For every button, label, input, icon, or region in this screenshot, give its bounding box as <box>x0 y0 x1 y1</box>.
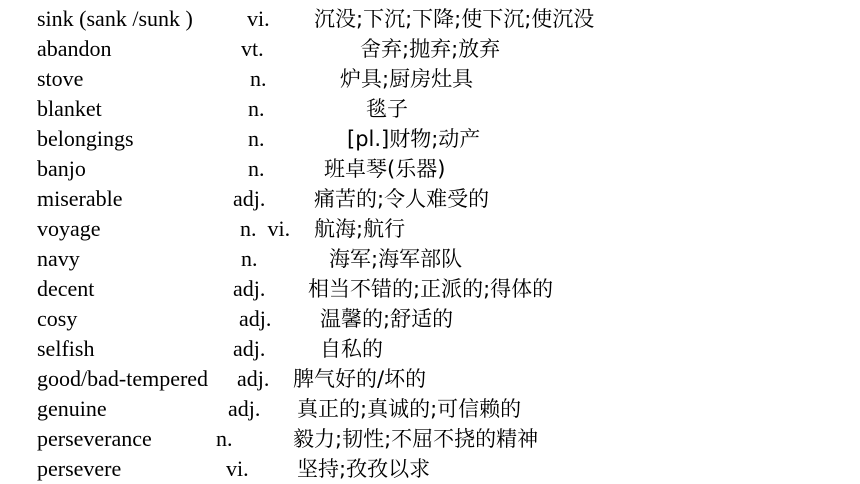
part-of-speech: adj. <box>237 366 270 391</box>
vocab-row <box>0 394 860 424</box>
vocab-word: belongings <box>37 126 134 151</box>
part-of-speech: n. <box>248 96 265 121</box>
vocab-row <box>0 364 860 394</box>
part-of-speech: n. <box>241 246 258 271</box>
part-of-speech: n. <box>248 126 265 151</box>
vocab-row <box>0 124 860 154</box>
vocab-word: persevere <box>37 456 122 481</box>
vocab-word: navy <box>37 246 80 271</box>
vocab-meaning: 海军;海军部队 <box>329 247 463 271</box>
part-of-speech: n. <box>248 156 265 181</box>
vocab-meaning: 炉具;厨房灶具 <box>340 67 474 91</box>
vocab-meaning: 自私的 <box>320 337 383 361</box>
vocab-row <box>0 454 860 484</box>
vocab-meaning: 毅力;韧性;不屈不挠的精神 <box>293 427 539 451</box>
vocab-meaning: [pl.]财物;动产 <box>347 127 481 151</box>
vocab-meaning: 温馨的;舒适的 <box>320 307 454 331</box>
vocab-meaning: 舍弃;抛弃;放弃 <box>360 37 501 61</box>
vocab-word: voyage <box>37 216 101 241</box>
vocab-word: genuine <box>37 396 107 421</box>
vocab-row <box>0 244 860 274</box>
vocab-row <box>0 304 860 334</box>
part-of-speech: adj. <box>233 276 266 301</box>
vocab-row <box>0 274 860 304</box>
part-of-speech: vt. <box>241 36 264 61</box>
part-of-speech: vi. <box>226 456 249 481</box>
vocab-row <box>0 64 860 94</box>
vocab-word: sink (sank /sunk ) <box>37 6 193 31</box>
vocab-word: miserable <box>37 186 123 211</box>
vocab-word: abandon <box>37 36 112 61</box>
vocab-row <box>0 184 860 214</box>
part-of-speech: n. <box>216 426 233 451</box>
vocab-row <box>0 34 860 64</box>
part-of-speech: adj. <box>239 306 272 331</box>
vocab-row <box>0 424 860 454</box>
part-of-speech: vi. <box>247 6 270 31</box>
part-of-speech: n. vi. <box>240 216 291 241</box>
part-of-speech: adj. <box>233 186 266 211</box>
vocab-meaning: 坚持;孜孜以求 <box>297 457 431 481</box>
vocab-meaning: 相当不错的;正派的;得体的 <box>308 277 554 301</box>
vocab-row <box>0 4 860 34</box>
vocab-word: perseverance <box>37 426 152 451</box>
vocab-meaning: 航海;航行 <box>314 217 406 241</box>
vocab-meaning: 班卓琴(乐器) <box>324 157 446 181</box>
vocab-meaning: 真正的;真诚的;可信赖的 <box>297 397 522 421</box>
vocab-meaning: 沉没;下沉;下降;使下沉;使沉没 <box>314 7 595 31</box>
vocab-row <box>0 154 860 184</box>
vocab-meaning: 痛苦的;令人难受的 <box>314 187 490 211</box>
vocab-meaning: 毯子 <box>366 97 408 121</box>
vocab-meaning: 脾气好的/坏的 <box>293 367 427 391</box>
vocab-row <box>0 334 860 364</box>
vocab-word: selfish <box>37 336 95 361</box>
vocab-row <box>0 214 860 244</box>
vocab-word: decent <box>37 276 95 301</box>
part-of-speech: adj. <box>228 396 261 421</box>
part-of-speech: adj. <box>233 336 266 361</box>
vocab-word: banjo <box>37 156 86 181</box>
part-of-speech: n. <box>250 66 267 91</box>
vocab-word: good/bad-tempered <box>37 366 209 391</box>
vocab-word: stove <box>37 66 84 91</box>
vocab-word: blanket <box>37 96 102 121</box>
vocab-word: cosy <box>37 306 78 331</box>
vocab-row <box>0 94 860 124</box>
